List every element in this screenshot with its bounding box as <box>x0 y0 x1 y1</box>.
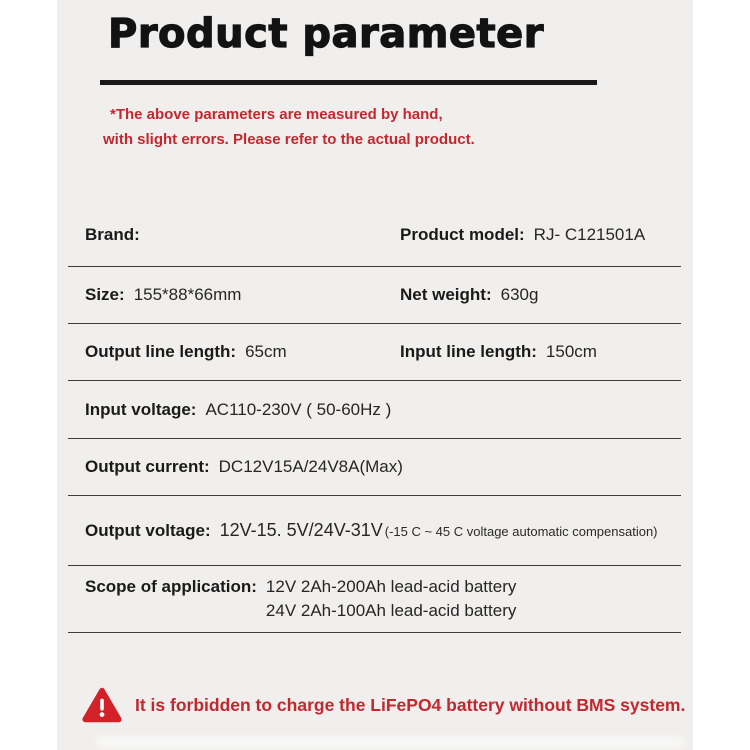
scope-value-line-2: 24V 2Ah-100Ah lead-acid battery <box>265 601 517 620</box>
bottom-watermark <box>95 736 685 748</box>
page-title: Product parameter <box>108 11 545 57</box>
cell-size <box>85 285 400 305</box>
spec-table <box>68 203 681 633</box>
output-current-label: Output current: <box>85 457 210 476</box>
cell-output-line-length <box>85 342 400 362</box>
output-voltage-value: 12V-15. 5V/24V-31V <box>219 520 383 540</box>
product-model-value: RJ- C121501A <box>533 224 646 244</box>
input-line-length-label: Input line length: <box>400 342 537 361</box>
cell-input-voltage <box>85 400 391 420</box>
table-row-size-weight <box>68 267 681 324</box>
product-model-label: Product model: <box>400 224 525 244</box>
output-line-length-label: Output line length: <box>85 342 237 361</box>
cell-output-current <box>85 457 403 477</box>
disclaimer-text <box>103 102 475 152</box>
input-voltage-label: Input voltage: <box>85 399 197 419</box>
table-row-input-voltage <box>68 381 681 439</box>
cell-input-line-length <box>400 342 681 362</box>
cell-product-model <box>400 225 681 245</box>
brand-label: Brand: <box>85 224 140 244</box>
input-line-length-value: 150cm <box>545 342 597 361</box>
disclaimer-line-2: with slight errors. Please refer to the actual product. <box>103 131 475 148</box>
warning-triangle-icon <box>82 686 122 724</box>
scope-values <box>266 575 516 623</box>
net-weight-label: Net weight: <box>400 285 492 304</box>
size-value: 155*88*66mm <box>133 285 242 304</box>
input-voltage-value: AC110-230V ( 50-60Hz ) <box>205 399 392 419</box>
table-row-output-current <box>68 439 681 496</box>
cell-brand <box>85 225 400 245</box>
cell-scope <box>85 575 516 623</box>
table-row-brand-model <box>68 203 681 267</box>
cell-net-weight <box>400 285 681 305</box>
output-voltage-label: Output voltage: <box>85 521 211 540</box>
title-underline <box>100 80 597 85</box>
size-label: Size: <box>85 285 125 304</box>
scope-label: Scope of application: <box>85 577 257 596</box>
disclaimer-line-1: *The above parameters are measured by hand, <box>110 106 443 123</box>
warning-banner <box>82 686 685 724</box>
output-line-length-value: 65cm <box>245 342 287 361</box>
cell-output-voltage <box>85 520 658 541</box>
warning-text: It is forbidden to charge the LiFePO4 battery without BMS system. <box>135 694 686 715</box>
table-row-scope <box>68 566 681 633</box>
table-row-line-lengths <box>68 324 681 381</box>
net-weight-value: 630g <box>500 285 539 304</box>
output-voltage-note: (-15 C ~ 45 C voltage automatic compensation) <box>384 524 658 539</box>
table-row-output-voltage <box>68 496 681 566</box>
scope-value-line-1: 12V 2Ah-200Ah lead-acid battery <box>265 577 517 596</box>
output-current-value: DC12V15A/24V8A(Max) <box>218 457 403 476</box>
